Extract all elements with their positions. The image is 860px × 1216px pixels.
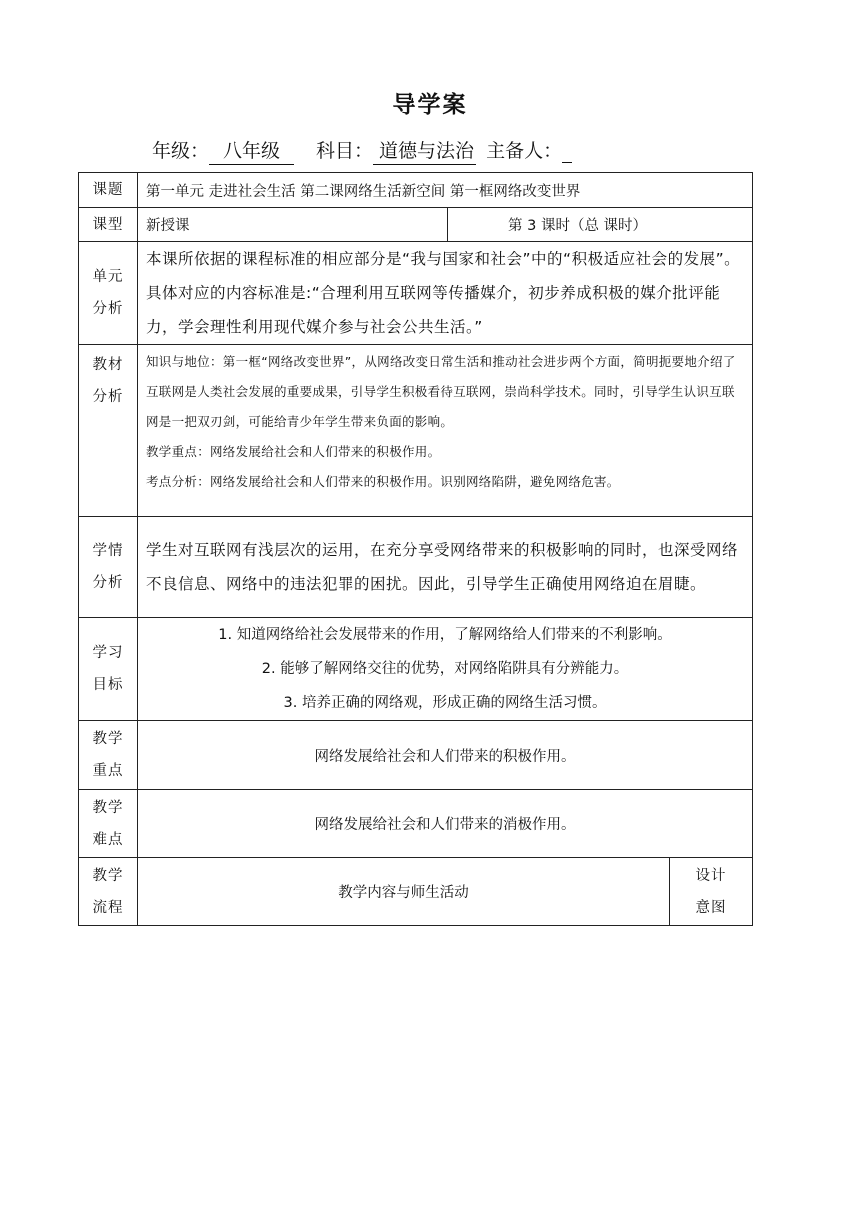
row-learner-analysis [79, 517, 753, 618]
row-key-point [79, 721, 753, 790]
row-unit-analysis [79, 242, 753, 345]
unit-label-line2: 分析 [92, 301, 124, 317]
learner-analysis-value: 学生对互联网有浅层次的运用，在充分享受网络带来的积极影响的同时，也深受网络不良信息、网络中的违法犯罪的困扰。因此，引导学生正确使用网络迫在眉睫。 [138, 517, 753, 618]
design-intent-header [670, 858, 753, 926]
key-label-line2: 重点 [92, 763, 124, 779]
topic-value: 第一单元 走进社会生活 第二课网络生活新空间 第一框网络改变世界 [138, 173, 753, 208]
textbook-paragraph-1: 知识与地位：第一框“网络改变世界”，从网络改变日常生活和推动社会进步两个方面，简明扼要地介绍了互联网是人类社会发展的重要成果，引导学生积极看待互联网，崇尚科学技术。同时，引导学生认识互联网是一把双刃剑，可能给青少年学生带来负面的影响。 [146, 354, 736, 429]
type-label: 课型 [79, 208, 138, 242]
textbook-paragraph-2: 教学重点：网络发展给社会和人们带来的积极作用。 [146, 444, 441, 459]
goal-item: 3. 培养正确的网络观，形成正确的网络生活习惯。 [283, 695, 607, 711]
learner-label-line2: 分析 [92, 575, 124, 591]
difficulty-label-line1: 教学 [92, 799, 124, 816]
textbook-analysis-content [138, 345, 753, 517]
textbook-label-line2: 分析 [92, 389, 124, 405]
period-value: 第 3 课时（总 课时） [448, 208, 753, 242]
process-content-header: 教学内容与师生活动 [138, 858, 670, 926]
grade-value: 八年级 [209, 136, 294, 165]
row-textbook-analysis [79, 345, 753, 517]
lesson-plan-table [78, 172, 753, 926]
topic-label: 课题 [79, 173, 138, 208]
row-topic [79, 173, 753, 208]
row-process-header [79, 858, 753, 926]
key-label-line1: 教学 [92, 731, 124, 747]
type-value: 新授课 [138, 208, 448, 242]
row-difficulty [79, 790, 753, 858]
row-type [79, 208, 753, 242]
design-label-line1: 设计 [695, 867, 727, 884]
preparer-label: 主备人： [486, 140, 563, 162]
goal-label-line1: 学习 [92, 645, 124, 661]
learning-goals-content [138, 618, 753, 721]
textbook-paragraph-3: 考点分析：网络发展给社会和人们带来的积极作用。识别网络陷阱，避免网络危害。 [146, 474, 620, 489]
difficulty-value: 网络发展给社会和人们带来的消极作用。 [138, 790, 753, 858]
row-learning-goals [79, 618, 753, 721]
learner-analysis-label [79, 517, 138, 618]
learning-goals-label [79, 618, 138, 721]
goal-label-line2: 目标 [92, 677, 124, 693]
subject-label: 科目： [316, 140, 374, 162]
unit-label-line1: 单元 [92, 269, 124, 285]
header-meta [152, 136, 572, 165]
textbook-label-line1: 教材 [92, 357, 124, 373]
key-point-label [79, 721, 138, 790]
process-label-line2: 流程 [92, 899, 124, 916]
difficulty-label [79, 790, 138, 858]
goal-item: 2. 能够了解网络交往的优势，对网络陷阱具有分辨能力。 [261, 661, 629, 677]
learner-label-line1: 学情 [92, 543, 124, 559]
design-label-line2: 意图 [695, 899, 727, 916]
grade-label: 年级： [152, 140, 210, 162]
process-label [79, 858, 138, 926]
unit-analysis-label [79, 242, 138, 345]
document-title: 导学案 [392, 92, 468, 118]
textbook-analysis-label [79, 345, 138, 517]
unit-analysis-value: 本课所依据的课程标准的相应部分是“我与国家和社会”中的“积极适应社会的发展”。具体对应的内容标准是:“合理利用互联网等传播媒介，初步养成积极的媒介批评能力，学会理性利用现代媒介参与社会公共生活。” [138, 242, 753, 345]
process-label-line1: 教学 [92, 867, 124, 884]
subject-value: 道德与法治 [373, 136, 476, 165]
key-point-value: 网络发展给社会和人们带来的积极作用。 [138, 721, 753, 790]
preparer-blank [562, 140, 572, 163]
difficulty-label-line2: 难点 [92, 831, 124, 848]
goal-item: 1. 知道网络给社会发展带来的作用，了解网络给人们带来的不利影响。 [218, 627, 672, 643]
